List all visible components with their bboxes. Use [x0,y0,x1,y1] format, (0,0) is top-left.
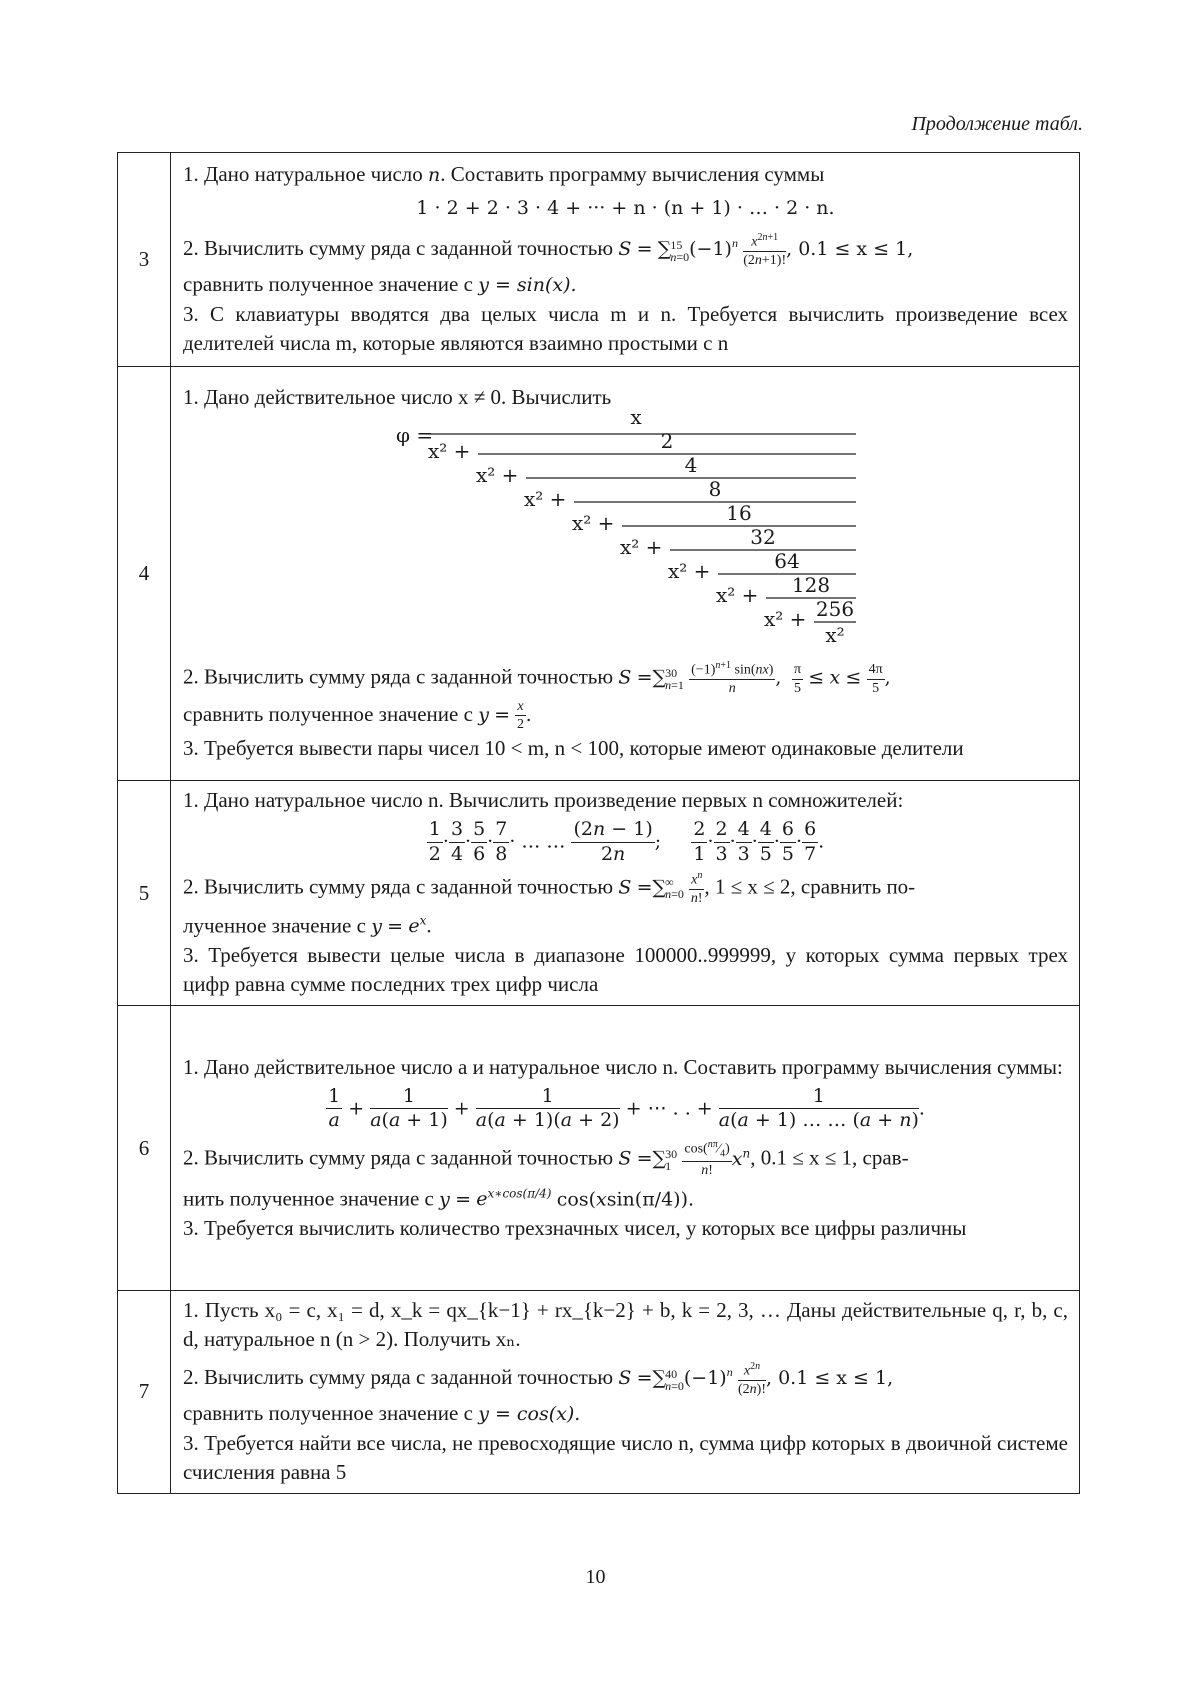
task-1: 1. Дано натуральное число n. Вычислить произведение первых n сомножителей: [183,788,904,812]
row-number: 5 [118,781,171,1006]
task-1: 1. Пусть x₀ = c, x₁ = d, x_k = qx_{k−1} + rx_{k−2} + b, k = 2, 3, … Даны действительные q, r, b, c, d, натуральное n (n > 2). Получить xₙ. [183,1298,1068,1352]
row-number: 3 [118,153,171,367]
row-number: 7 [118,1291,171,1493]
row-content [171,781,1080,1006]
row-number: 6 [118,1006,171,1291]
cf-x2plus: x² + [571,511,614,536]
task-2: 2. Вычислить сумму ряда с заданной точностью S =∑ ∞ n=0 $\frac{x^n}{n!}$ , 1 ≤ x ≤ 2, сравнить по- [183,869,916,906]
continuation-label: Продолжение табл. [911,113,1083,135]
row-content [171,1006,1080,1291]
row-content [171,1291,1080,1493]
task-3: 3. С клавиатуры вводятся два целых числа m и n. Требуется вычислить произведение всех делителей числа m, которые являются взаимно простыми с n [183,301,1068,355]
task-3: 3. Требуется вычислить количество трехзначных чисел, у которых все цифры различны [183,1216,967,1241]
row-content [171,153,1080,367]
cf-x2plus: x² + [427,439,470,464]
task-2: 2. Вычислить сумму ряда с заданной точностью S = ∑ 15 n=0 $(-1)^n$ $\frac{x^{2n+1}}{(2n+1)!}$ , 0.1 ≤ x ≤ 1, [183,231,914,268]
task-3: 3. Требуется вывести целые числа в диапазоне 100000..999999, у которых сумма первых трех цифр равна сумме последних трех цифр числа [183,943,1068,997]
cf-numerator: 8 [708,477,721,502]
sum-formula: $\frac{1}{a}$ + $\frac{1}{a(a + 1)}$ + $\frac{1}{a(a + 1)(a + 2)}$ + ⋯ . . + $\frac{1}{a(a + 1) \dots \dots (a + n)}$ . [328,1084,925,1132]
cf-numerator: 2 [660,429,673,454]
row-content [171,367,1080,781]
table-row [118,153,1080,367]
product-formula: $\frac{1}{2}$ · $\frac{3}{4}$ · $\frac{5}{6}$ · $\frac{7}{8}$ · … … $\frac{(2n - 1)}{2n}$ ; $\frac{2}{1}$ · $\frac{2}{3}$ · $\frac{4}{3}$ · $\frac{4}{5}$ · $\frac{6}{5}$ · $\frac{6}{7}$ . [428,818,825,865]
task-2-cont: сравнить полученное значение с y = sin(x). [183,271,577,296]
cf-numerator: 4 [684,453,697,478]
table-row [118,781,1080,1006]
cf-x2plus: x² + [667,559,710,584]
cf-last-denominator: x² [824,623,845,648]
task-2: 2. Вычислить сумму ряда с заданной точностью S =∑ 30 n=1 $\frac{(-1)^{n+1} \sin(nx)}{n}$ , $\frac{\pi}{5}$ ≤ x ≤ $\frac{4\pi}{5}$ , [183,660,891,697]
page-number: 10 [585,1566,606,1588]
cf-numerator: 32 [749,525,776,550]
task-2: 2. Вычислить сумму ряда с заданной точностью S =∑ 30 1 $\frac{\cos(^{n\pi}⁄_4)}{n!}$ $x^n$, 0.1 ≤ x ≤ 1, срав- [183,1139,909,1179]
continued-fraction [196,412,1056,654]
table-row [118,1291,1080,1493]
task-1: 1. Дано натуральное число n. Составить программу вычисления суммы [183,162,825,187]
cf-top: x [629,412,642,430]
table-row [118,1006,1080,1291]
cf-x2plus: x² + [619,535,662,560]
tasks-table [117,152,1080,1494]
task-2: 2. Вычислить сумму ряда с заданной точностью S =∑ 40 n=0 $(-1)^n$ $\frac{x^{2n}}{(2n)!}$ , 0.1 ≤ x ≤ 1, [183,1360,894,1397]
cf-numerator: 16 [725,501,752,526]
cf-x2plus: x² + [763,607,806,632]
task-3: 3. Требуется вывести пары чисел 10 < m, n < 100, которые имеют одинаковые делители [183,735,964,760]
task-3: 3. Требуется найти все числа, не превосходящие число n, сумма цифр которых в двоичной системе счисления равна 5 [183,1430,1068,1484]
task-2-cont: сравнить полученное значение с y = $\frac{x}{2}$ . [183,698,532,733]
formula: 1 · 2 + 2 · 3 · 4 + ··· + n · (n + 1) · … · 2 · n. [416,197,835,220]
task-1: 1. Дано действительное число x ≠ 0. Вычислить [183,385,612,410]
cf-numerator: 256 [815,597,854,622]
task-2-cont: сравнить полученное значение с y = cos(x). [183,1400,581,1425]
table-row [118,367,1080,781]
phi-label: φ = [395,423,433,448]
cf-x2plus: x² + [523,487,566,512]
task-1: 1. Дано действительное число a и натуральное число n. Составить программу вычисления суммы: [183,1054,1063,1079]
task-2-cont: лученное значение с $y = e^x$. [183,913,432,938]
cf-x2plus: x² + [475,463,518,488]
row-number: 4 [118,367,171,781]
cf-x2plus: x² + [715,583,758,608]
task-2-cont: нить полученное значение с $y = e^{x∗cos(\pi/4)}$ cos(xsin(π/4)). [183,1186,695,1211]
cf-numerator: 64 [773,549,800,574]
cf-numerator: 128 [791,573,830,598]
